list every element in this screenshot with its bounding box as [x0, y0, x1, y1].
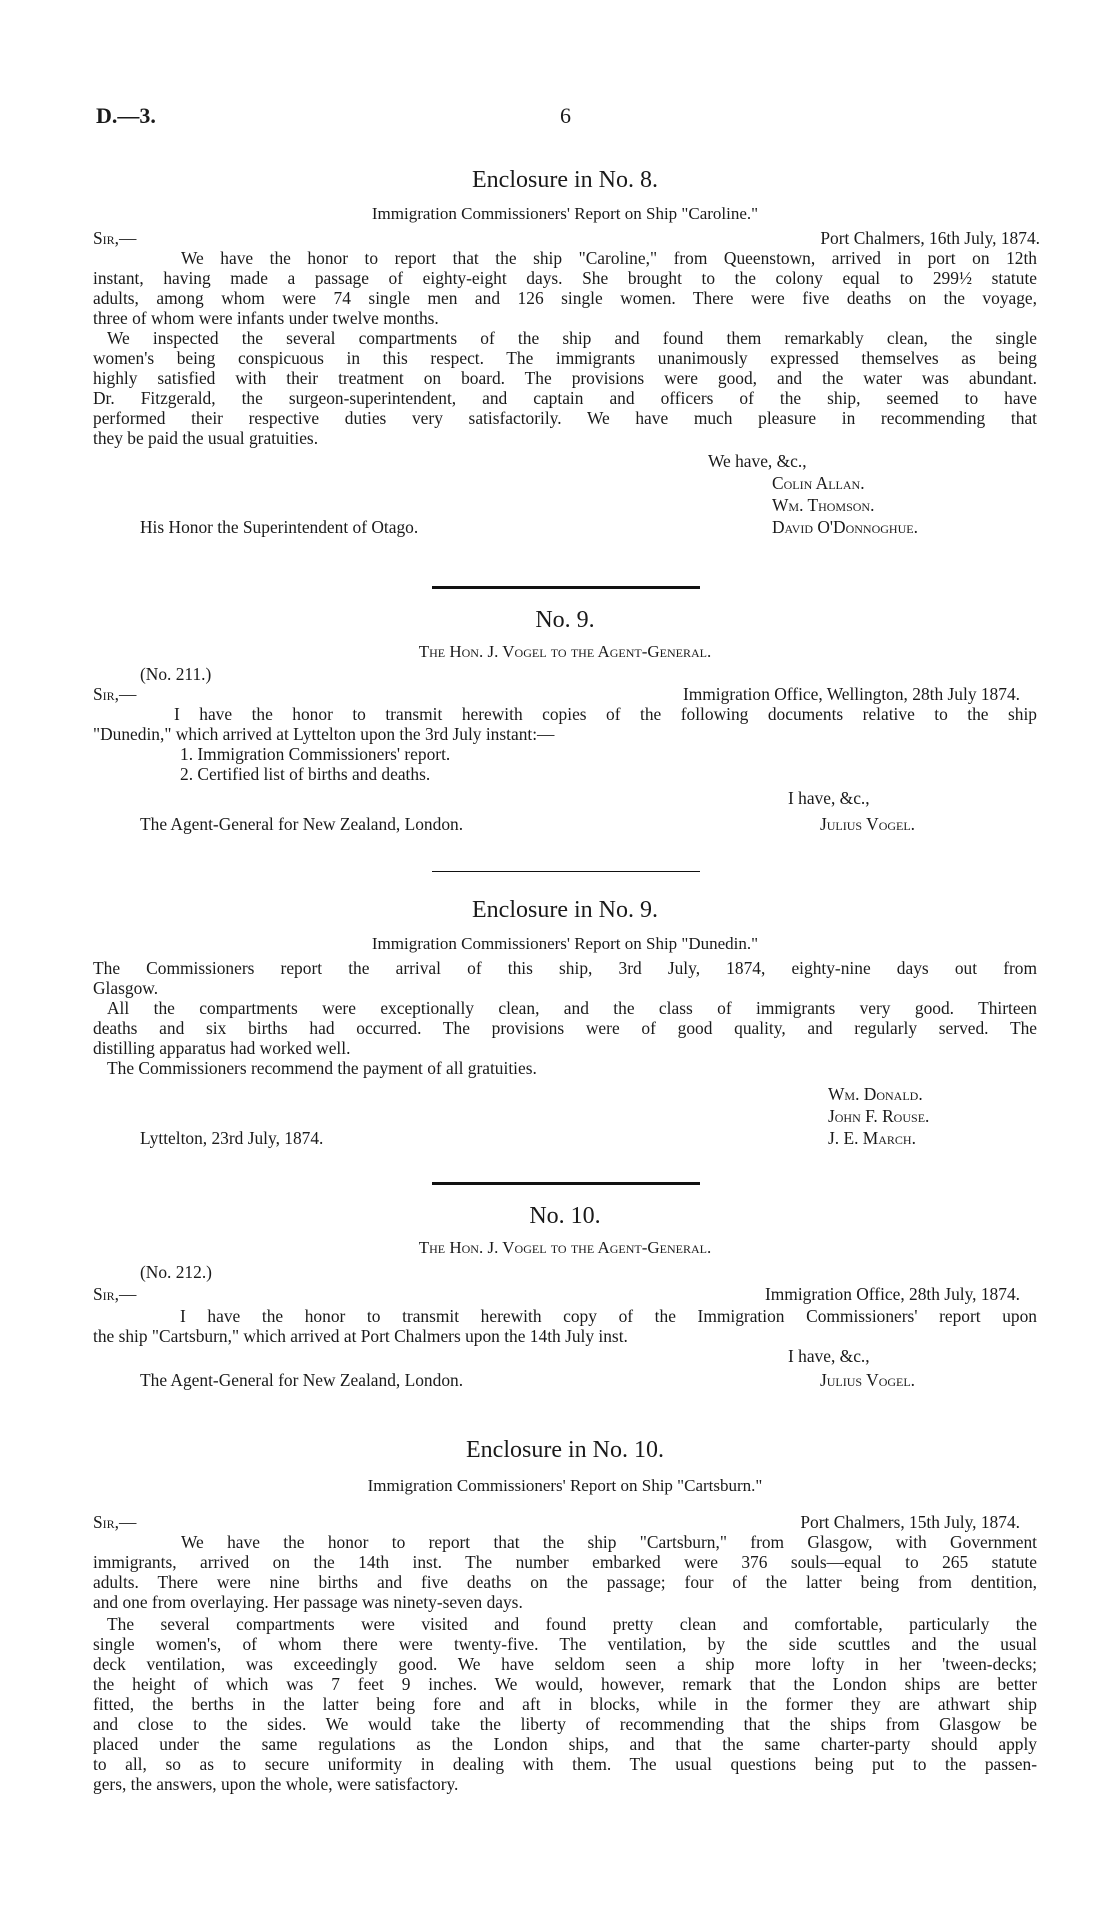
enclosure-9-signer: Wm. Donald.	[828, 1084, 923, 1104]
no-9-line: I have the honor to transmit herewith copies of the following documents relative to the ship	[174, 704, 1037, 724]
enclosure-10-line: the height of which was 7 feet 9 inches. We would, however, remark that the London ships are better	[93, 1674, 1037, 1694]
no-9-title: No. 9.	[535, 607, 595, 633]
section-divider	[432, 871, 700, 872]
no-9-subtitle: The Hon. J. Vogel to the Agent-General.	[418, 642, 712, 661]
no-10-number: (No. 212.)	[140, 1262, 212, 1282]
enclosure-10-line: The several compartments were visited and found pretty clean and comfortable, particularly the	[107, 1614, 1037, 1634]
enclosure-10-line: adults. There were nine births and five deaths on the passage; four of the latter being from dentition,	[93, 1572, 1037, 1592]
no-9-closing: I have, &c.,	[788, 788, 870, 808]
no-10-subtitle: The Hon. J. Vogel to the Agent-General.	[418, 1238, 712, 1257]
enclosure-8-line: We inspected the several compartments of the ship and found them remarkably clean, the single	[107, 328, 1037, 348]
enclosure-8-line: We have the honor to report that the ship "Caroline," from Queenstown, arrived in port on 12th	[181, 248, 1037, 268]
enclosure-10-subtitle: Immigration Commissioners' Report on Ship "Cartsburn."	[367, 1476, 763, 1495]
enclosure-8-line: Dr. Fitzgerald, the surgeon-superintendent, and captain and officers of the ship, seemed to have	[93, 388, 1037, 408]
enclosure-9-signer: John F. Rouse.	[828, 1106, 930, 1126]
enclosure-9-line: deaths and six births had occurred. The provisions were of good quality, and regularly served. The	[93, 1018, 1037, 1038]
enclosure-8-signer: Wm. Thomson.	[772, 495, 875, 515]
page-number: 6	[560, 103, 571, 128]
enclosure-10-line: gers, the answers, upon the whole, were satisfactory.	[93, 1774, 459, 1794]
no-9-line: "Dunedin," which arrived at Lyttelton upon the 3rd July instant:—	[93, 724, 555, 744]
enclosure-8-subtitle: Immigration Commissioners' Report on Ship "Caroline."	[371, 204, 759, 223]
no-9-addressee: The Agent-General for New Zealand, London.	[140, 814, 464, 834]
enclosure-9-line: Glasgow.	[93, 978, 159, 998]
no-10-addressee: The Agent-General for New Zealand, London.	[140, 1370, 464, 1390]
enclosure-9-line: The Commissioners recommend the payment of all gratuities.	[107, 1058, 537, 1078]
enclosure-8-line: they be paid the usual gratuities.	[93, 428, 319, 448]
enclosure-10-line: immigrants, arrived on the 14th inst. The number embarked were 376 souls—equal to 265 statute	[93, 1552, 1037, 1572]
enclosure-8-signer: Colin Allan.	[772, 473, 865, 493]
no-9-salutation: Sir,—	[93, 684, 137, 704]
enclosure-9-subtitle: Immigration Commissioners' Report on Ship "Dunedin."	[371, 934, 759, 953]
enclosure-8-signer: David O'Donnoghue.	[772, 517, 918, 537]
no-10-signer: Julius Vogel.	[820, 1370, 916, 1390]
no-10-closing: I have, &c.,	[788, 1346, 870, 1366]
enclosure-8-line: performed their respective duties very satisfactorily. We have much pleasure in recommending that	[93, 408, 1037, 428]
enclosure-8-line: three of whom were infants under twelve months.	[93, 308, 439, 328]
enclosure-10-line: and close to the sides. We would take the liberty of recommending that the ships from Glasgow be	[93, 1714, 1037, 1734]
enclosure-8-line: instant, having made a passage of eighty-eight days. She brought to the colony equal to 299½ statute	[93, 268, 1037, 288]
enclosure-10-line: deck ventilation, was exceedingly good. We have seldom seen a ship more lofty in her 'tween-decks;	[93, 1654, 1037, 1674]
enclosure-9-line: The Commissioners report the arrival of this ship, 3rd July, 1874, eighty-nine days out from	[93, 958, 1037, 978]
no-10-line: I have the honor to transmit herewith copy of the Immigration Commissioners' report upon	[180, 1306, 1037, 1326]
enclosure-9-line: distilling apparatus had worked well.	[93, 1038, 351, 1058]
no-9-place-date: Immigration Office, Wellington, 28th July 1874.	[682, 684, 1020, 704]
enclosure-9-line: All the compartments were exceptionally clean, and the class of immigrants very good. Thirteen	[107, 998, 1037, 1018]
no-10-salutation: Sir,—	[93, 1284, 137, 1304]
enclosure-9-signer: J. E. March.	[828, 1128, 916, 1148]
enclosure-10-line: fitted, the berths in the latter being fore and aft in blocks, while in the former they are athwart ship	[93, 1694, 1037, 1714]
enclosure-10-title: Enclosure in No. 10.	[466, 1437, 664, 1463]
enclosure-9-title: Enclosure in No. 9.	[472, 897, 658, 923]
no-9-number: (No. 211.)	[140, 664, 212, 684]
no-9-list-item: 2. Certified list of births and deaths.	[180, 764, 431, 784]
enclosure-10-line: single women's, of whom there were twenty-five. The ventilation, by the side scuttles and the usual	[93, 1634, 1037, 1654]
document-reference: D.—3.	[96, 103, 156, 128]
no-10-line: the ship "Cartsburn," which arrived at Port Chalmers upon the 14th July inst.	[93, 1326, 628, 1346]
enclosure-10-line: to all, so as to secure uniformity in dealing with them. The usual questions being put to the passen-	[93, 1754, 1037, 1774]
no-10-place-date: Immigration Office, 28th July, 1874.	[764, 1284, 1020, 1304]
enclosure-10-salutation: Sir,—	[93, 1512, 137, 1532]
section-divider	[432, 586, 700, 589]
section-divider	[432, 1182, 700, 1185]
enclosure-8-line: highly satisfied with their treatment on board. The provisions were good, and the water was abundant.	[93, 368, 1037, 388]
enclosure-9-place-date: Lyttelton, 23rd July, 1874.	[140, 1128, 324, 1148]
no-9-signer: Julius Vogel.	[820, 814, 916, 834]
enclosure-8-line: adults, among whom were 74 single men and 126 single women. There were five deaths on the voyage,	[93, 288, 1037, 308]
enclosure-8-addressee: His Honor the Superintendent of Otago.	[140, 517, 419, 537]
no-10-title: No. 10.	[529, 1203, 601, 1229]
enclosure-10-line: placed under the same regulations as the London ships, and that the same charter-party should apply	[93, 1734, 1037, 1754]
enclosure-8-salutation: Sir,—	[93, 228, 137, 248]
enclosure-10-line: We have the honor to report that the ship "Cartsburn," from Glasgow, with Government	[181, 1532, 1037, 1552]
enclosure-8-title: Enclosure in No. 8.	[472, 167, 658, 193]
enclosure-10-place-date: Port Chalmers, 15th July, 1874.	[800, 1512, 1020, 1532]
enclosure-8-place-date: Port Chalmers, 16th July, 1874.	[820, 228, 1040, 248]
no-9-list-item: 1. Immigration Commissioners' report.	[180, 744, 451, 764]
enclosure-8-line: women's being conspicuous in this respect. The immigrants unanimously expressed themselves as being	[93, 348, 1037, 368]
enclosure-10-line: and one from overlaying. Her passage was ninety-seven days.	[93, 1592, 523, 1612]
enclosure-8-closing: We have, &c.,	[708, 451, 807, 471]
